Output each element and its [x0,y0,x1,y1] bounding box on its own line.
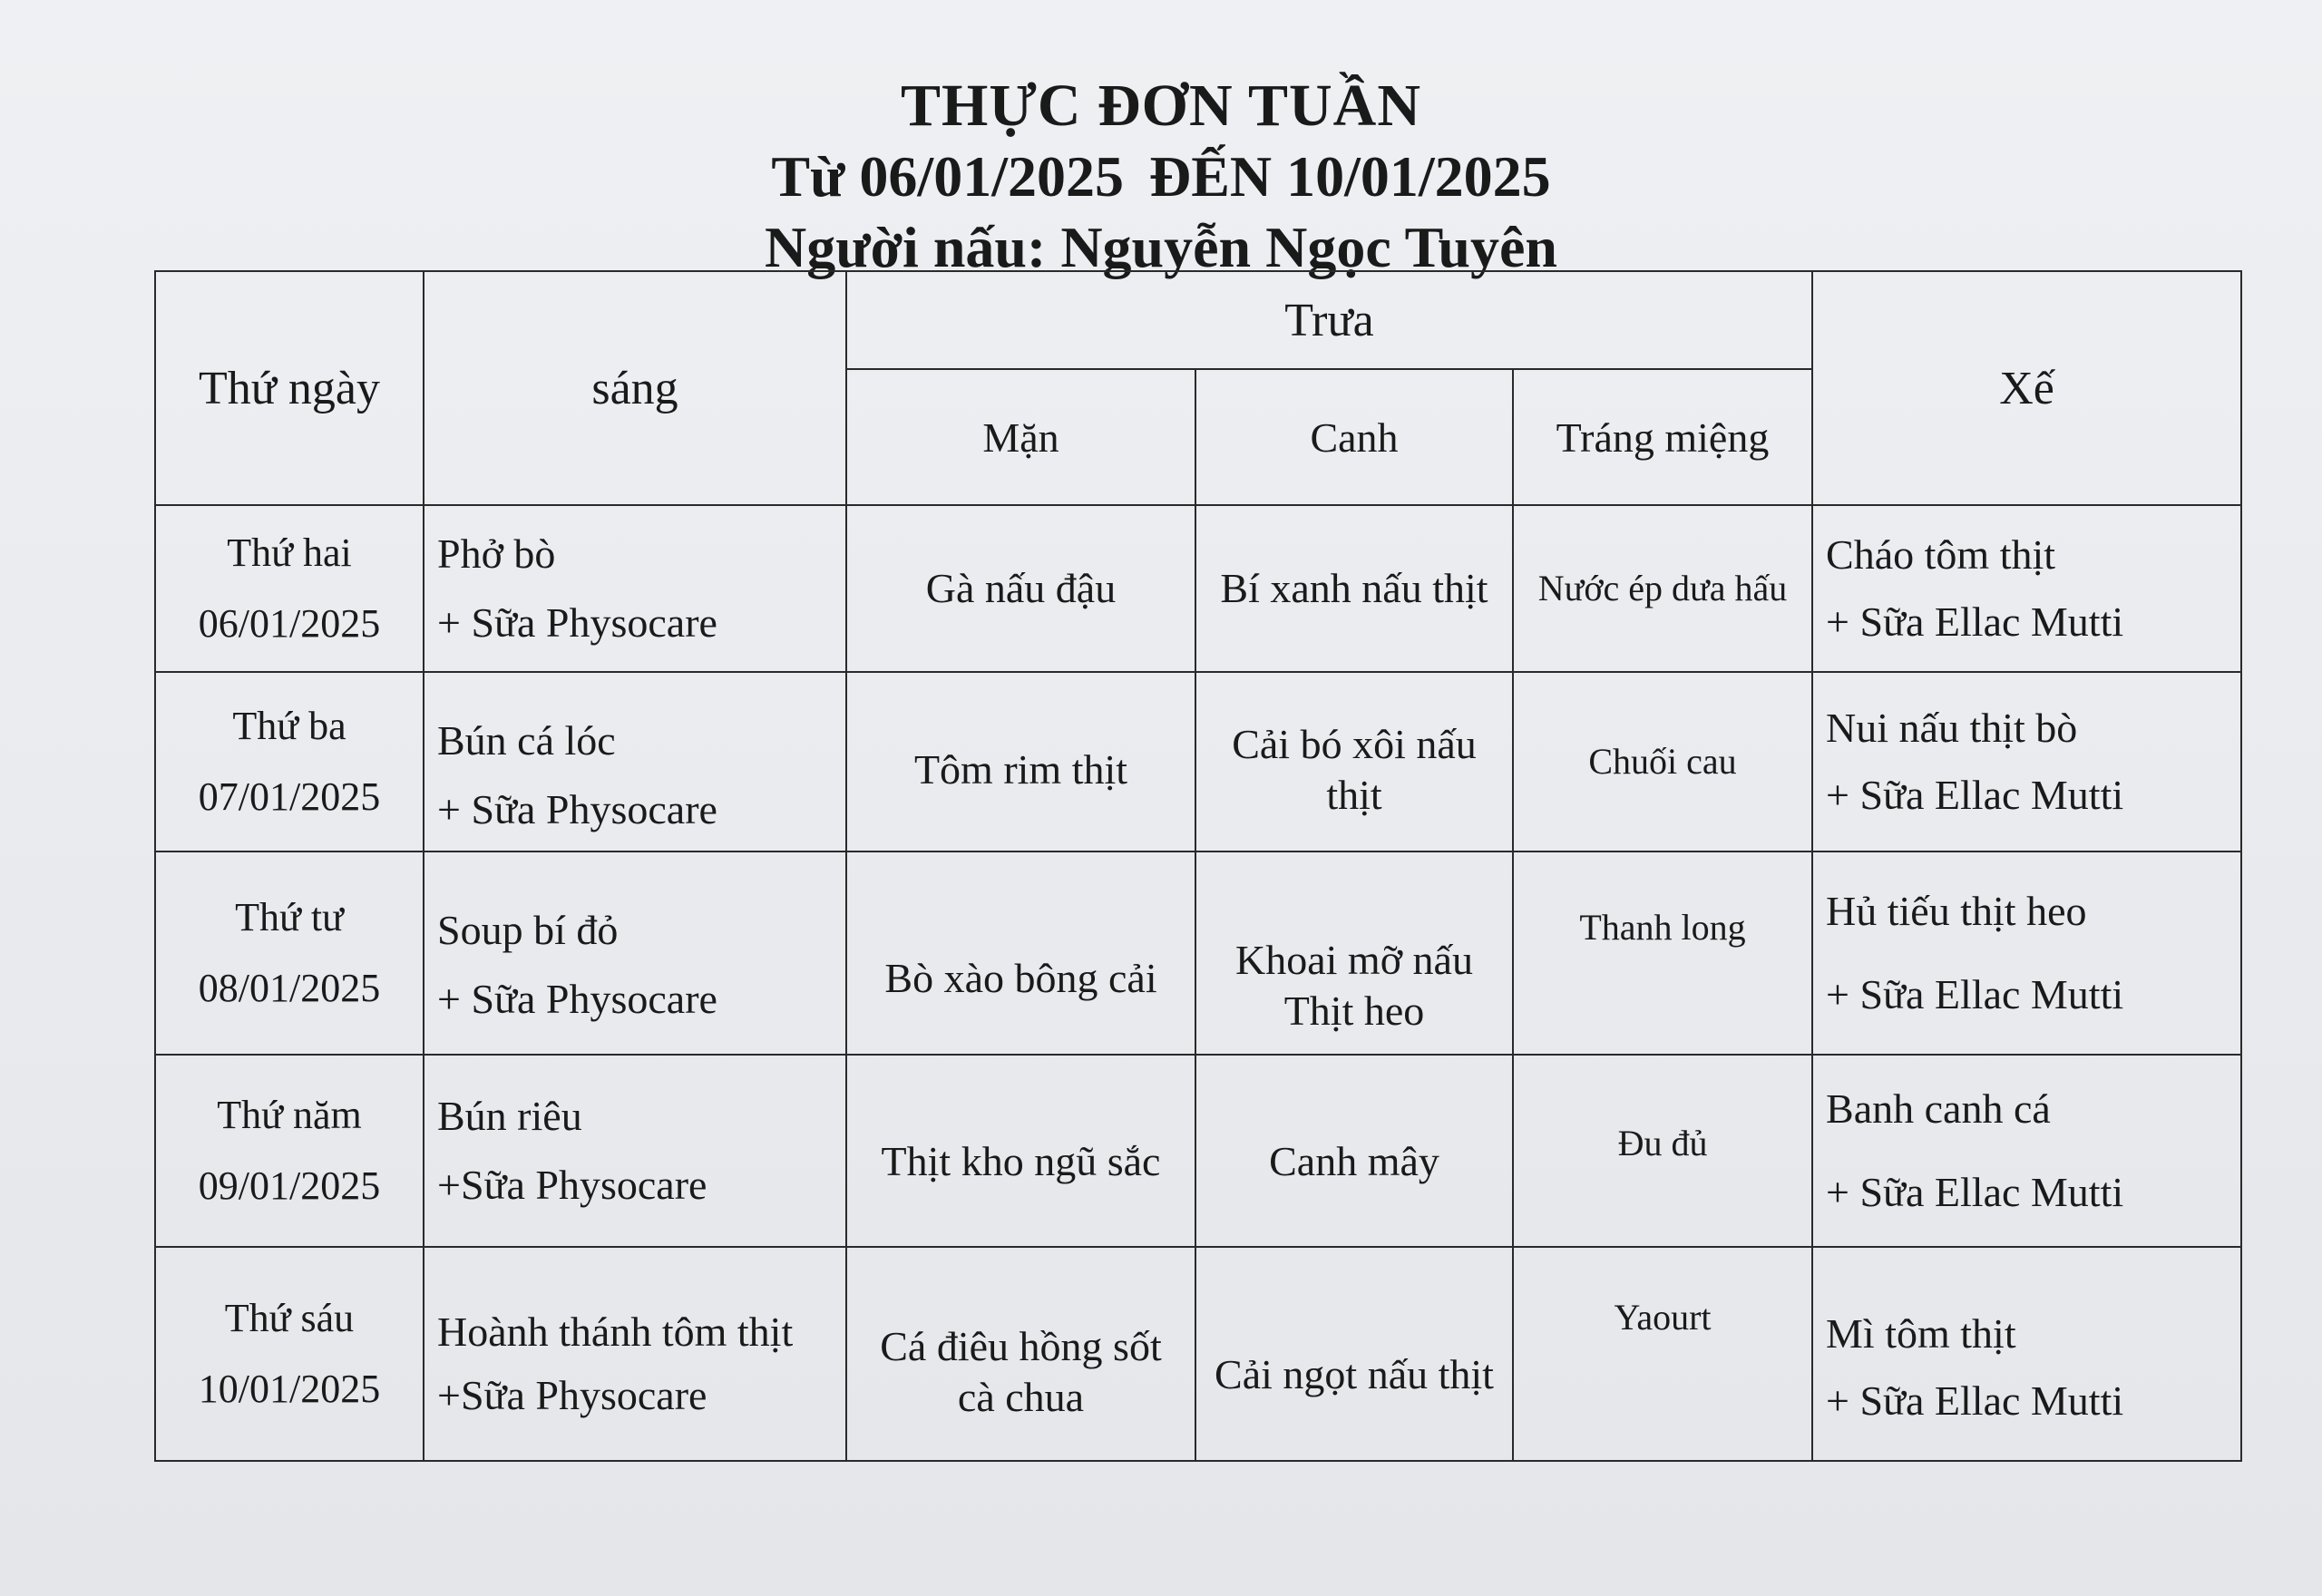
col-header-lunch-soup: Canh [1195,369,1513,505]
breakfast-cell [424,1055,846,1247]
day-date: 10/01/2025 [198,1367,381,1411]
breakfast-cell [424,852,846,1055]
breakfast-cell [424,1247,846,1461]
snack-cell [1812,505,2241,672]
breakfast-cell [424,672,846,852]
breakfast-dish: Phở bò [437,530,556,577]
snack-dish: Cháo tôm thịt [1826,531,2056,578]
weekly-menu-table [154,270,2242,1462]
breakfast-milk: + Sữa Physocare [437,976,717,1022]
lunch-soup-cell: Cải bó xôi nấu thịt [1195,672,1513,852]
col-header-day: Thứ ngày [155,271,424,505]
day-cell [155,852,424,1055]
breakfast-dish: Bún riêu [437,1093,582,1139]
col-header-lunch-dessert: Tráng miệng [1513,369,1812,505]
lunch-main-cell: Tôm rim thịt [846,672,1195,852]
table-row [155,672,2241,852]
lunch-main-cell: Bò xào bông cải [846,852,1195,1055]
col-header-lunch-main: Mặn [846,369,1195,505]
date-range-to: ĐẾN 10/01/2025 [1148,144,1551,209]
menu-title: THỰC ĐƠN TUẦN [900,73,1422,139]
date-range-from: Từ 06/01/2025 [771,144,1124,209]
lunch-dessert-cell: Chuối cau [1513,672,1812,852]
day-date: 06/01/2025 [198,601,381,646]
day-name: Thứ sáu [224,1296,355,1340]
lunch-dessert-cell: Yaourt [1513,1247,1812,1461]
snack-milk: + Sữa Ellac Mutti [1826,598,2124,645]
date-range [0,141,2322,212]
snack-dish: Hủ tiếu thịt heo [1826,888,2087,934]
col-header-lunch: Trưa [846,271,1812,369]
snack-cell [1812,1055,2241,1247]
snack-milk: + Sữa Ellac Mutti [1826,1377,2124,1424]
snack-cell [1812,672,2241,852]
day-cell [155,672,424,852]
lunch-soup-cell: Canh mây [1195,1055,1513,1247]
day-date: 08/01/2025 [198,966,381,1010]
snack-milk: + Sữa Ellac Mutti [1826,772,2124,818]
breakfast-milk: +Sữa Physocare [437,1162,707,1208]
day-name: Thứ hai [227,530,352,575]
breakfast-dish: Bún cá lóc [437,717,616,764]
snack-milk: + Sữa Ellac Mutti [1826,971,2124,1017]
breakfast-cell [424,505,846,672]
breakfast-dish: Hoành thánh tôm thịt [437,1309,794,1355]
day-cell [155,505,424,672]
lunch-soup-cell: Bí xanh nấu thịt [1195,505,1513,672]
snack-cell [1812,852,2241,1055]
table-row [155,1247,2241,1461]
day-cell [155,1055,424,1247]
lunch-main-cell: Gà nấu đậu [846,505,1195,672]
day-name: Thứ ba [232,704,346,748]
menu-header [0,71,2322,283]
lunch-dessert-cell: Nước ép dưa hấu [1513,505,1812,672]
lunch-dessert-cell: Thanh long [1513,852,1812,1055]
lunch-soup-cell: Khoai mỡ nấu Thịt heo [1195,852,1513,1055]
table-row [155,1055,2241,1247]
snack-cell [1812,1247,2241,1461]
day-date: 09/01/2025 [198,1163,381,1208]
breakfast-milk: + Sữa Physocare [437,599,717,646]
lunch-main-cell: Cá điêu hồng sốt cà chua [846,1247,1195,1461]
breakfast-milk: +Sữa Physocare [437,1372,707,1418]
day-date: 07/01/2025 [198,774,381,819]
snack-milk: + Sữa Ellac Mutti [1826,1169,2124,1215]
table-row [155,852,2241,1055]
lunch-main-cell: Thịt kho ngũ sắc [846,1055,1195,1247]
table-row [155,505,2241,672]
breakfast-dish: Soup bí đỏ [437,907,619,953]
snack-dish: Mì tôm thịt [1826,1310,2016,1357]
lunch-dessert-cell: Đu đủ [1513,1055,1812,1247]
snack-dish: Banh canh cá [1826,1085,2051,1132]
header-row-top [155,271,2241,369]
lunch-soup-cell: Cải ngọt nấu thịt [1195,1247,1513,1461]
snack-dish: Nui nấu thịt bò [1826,705,2078,751]
day-name: Thứ năm [217,1093,362,1137]
day-cell [155,1247,424,1461]
cook-name: Người nấu: Nguyễn Ngọc Tuyên [764,215,1558,279]
breakfast-milk: + Sữa Physocare [437,786,717,832]
col-header-snack: Xế [1812,271,2241,505]
col-header-breakfast: sáng [424,271,846,505]
day-name: Thứ tư [235,895,344,939]
